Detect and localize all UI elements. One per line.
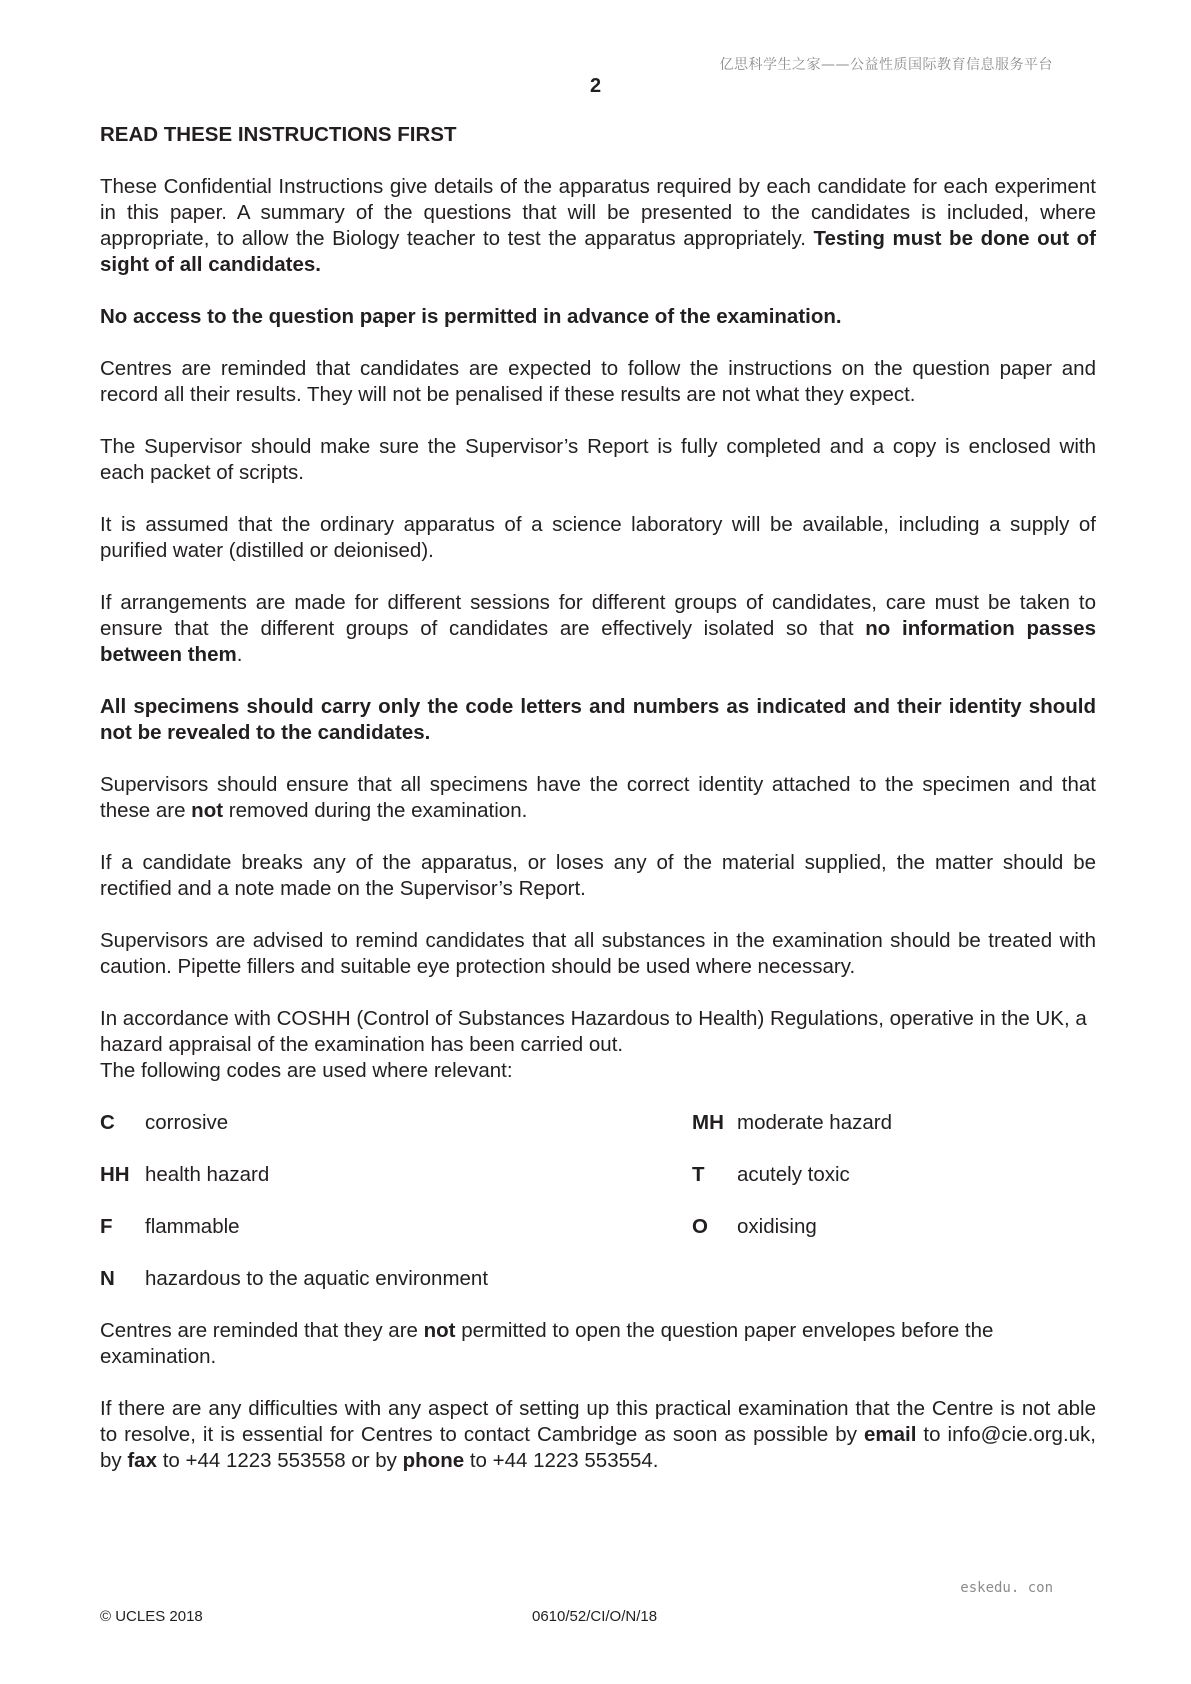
hazard-code: N	[100, 1267, 115, 1290]
paragraph-text: Centres are reminded that they are	[100, 1319, 424, 1342]
paragraph-centres-reminded: Centres are reminded that candidates are expected to follow the instructions on the question paper and record all their results. They will not be penalised if these results are not what they expect.	[100, 357, 1096, 406]
paragraph-bold-text: not	[423, 1319, 456, 1342]
hazard-item	[100, 1162, 692, 1188]
hazard-label: corrosive	[145, 1111, 229, 1134]
paragraph-text: These Confidential Instructions give details of the apparatus required by each candidate for each experiment in this paper. A summary of the questions that will be presented to the candidates is included, where appropriate, to allow the Biology teacher to test the apparatus appropriately.	[100, 175, 1096, 250]
paragraph-text: to info@cie.org.uk, by	[100, 1423, 1096, 1472]
paragraph-specimen-codes: All specimens should carry only the code letters and numbers as indicated and their identity should not be revealed to the candidates.	[100, 695, 1096, 744]
paragraph-bold-text: Testing must be done out of sight of all candidates.	[100, 227, 1096, 276]
paragraph-bold-text: fax	[127, 1449, 157, 1472]
instructions-body	[100, 122, 1096, 1500]
hazard-code: O	[692, 1215, 708, 1238]
header-watermark: 亿思科学生之家——公益性质国际教育信息服务平台	[719, 57, 1053, 73]
paragraph-text: to +44 1223 553558 or by	[157, 1449, 403, 1472]
paragraph-caution: Supervisors are advised to remind candidates that all substances in the examination should be treated with caution. Pipette fillers and suitable eye protection should be used where necessary.	[100, 929, 1096, 978]
paragraph-text: If there are any difficulties with any aspect of setting up this practical examination that the Centre is not able to resolve, it is essential for Centres to contact Cambridge as soon as possible by	[100, 1397, 1096, 1446]
paragraph-text: In accordance with COSHH (Control of Substances Hazardous to Health) Regulations, operative in the UK, a hazard appraisal of the examination has been carried out.	[100, 1007, 1087, 1056]
paragraph-text: If arrangements are made for different sessions for different groups of candidates, care must be taken to ensure that the different groups of candidates are effectively isolated so that	[100, 591, 1096, 640]
paragraph-no-access: No access to the question paper is permitted in advance of the examination.	[100, 305, 842, 328]
hazard-item	[100, 1214, 692, 1240]
instructions-heading: READ THESE INSTRUCTIONS FIRST	[100, 123, 457, 146]
hazard-code: T	[692, 1163, 705, 1186]
paragraph-text: removed during the examination.	[223, 799, 528, 822]
paragraph-supervisor-report: The Supervisor should make sure the Supervisor’s Report is fully completed and a copy is enclosed with each packet of scripts.	[100, 435, 1096, 484]
footer-watermark: eskedu. con	[960, 1580, 1053, 1596]
hazard-label: moderate hazard	[737, 1111, 892, 1134]
paragraph-text: Supervisors should ensure that all specimens have the correct identity attached to the specimen and that these are	[100, 773, 1096, 822]
hazard-code: HH	[100, 1163, 130, 1186]
paragraph-bold-text: no information passes between them	[100, 617, 1096, 666]
hazard-code-list	[100, 1110, 1096, 1292]
paragraph-confidential-instructions	[100, 174, 1096, 278]
paragraph-breakages: If a candidate breaks any of the apparatus, or loses any of the material supplied, the matter should be rectified and a note made on the Supervisor’s Report.	[100, 851, 1096, 900]
hazard-label: health hazard	[145, 1163, 270, 1186]
hazard-item	[692, 1214, 1096, 1240]
paragraph-bold-text: email	[863, 1423, 917, 1446]
paragraph-text: The following codes are used where relevant:	[100, 1059, 513, 1082]
paragraph-different-sessions	[100, 590, 1096, 668]
hazard-item	[692, 1110, 1096, 1136]
paragraph-ordinary-apparatus: It is assumed that the ordinary apparatus of a science laboratory will be available, including a supply of purified water (distilled or deionised).	[100, 513, 1096, 562]
paragraph-bold-text: phone	[402, 1449, 465, 1472]
hazard-label: oxidising	[737, 1215, 817, 1238]
hazard-code: C	[100, 1111, 115, 1134]
paragraph-text: permitted to open the question paper envelopes before the examination.	[100, 1319, 994, 1368]
paragraph-coshh	[100, 1006, 1096, 1084]
paragraph-specimen-identity	[100, 772, 1096, 824]
hazard-item	[100, 1266, 692, 1292]
footer-copyright: © UCLES 2018	[100, 1608, 203, 1625]
paragraph-contact	[100, 1396, 1096, 1474]
footer-paper-code: 0610/52/CI/O/N/18	[532, 1608, 658, 1625]
hazard-code: F	[100, 1215, 113, 1238]
hazard-label: hazardous to the aquatic environment	[145, 1267, 489, 1290]
hazard-label: acutely toxic	[737, 1163, 850, 1186]
paragraph-bold-text: not	[191, 799, 224, 822]
paragraph-envelopes	[100, 1318, 1096, 1370]
hazard-code: MH	[692, 1111, 724, 1134]
hazard-item	[692, 1162, 1096, 1188]
paragraph-text: .	[236, 643, 243, 666]
hazard-item	[100, 1110, 692, 1136]
hazard-label: flammable	[145, 1215, 240, 1238]
page-number: 2	[589, 75, 602, 97]
paragraph-text: to +44 1223 553554.	[464, 1449, 659, 1472]
